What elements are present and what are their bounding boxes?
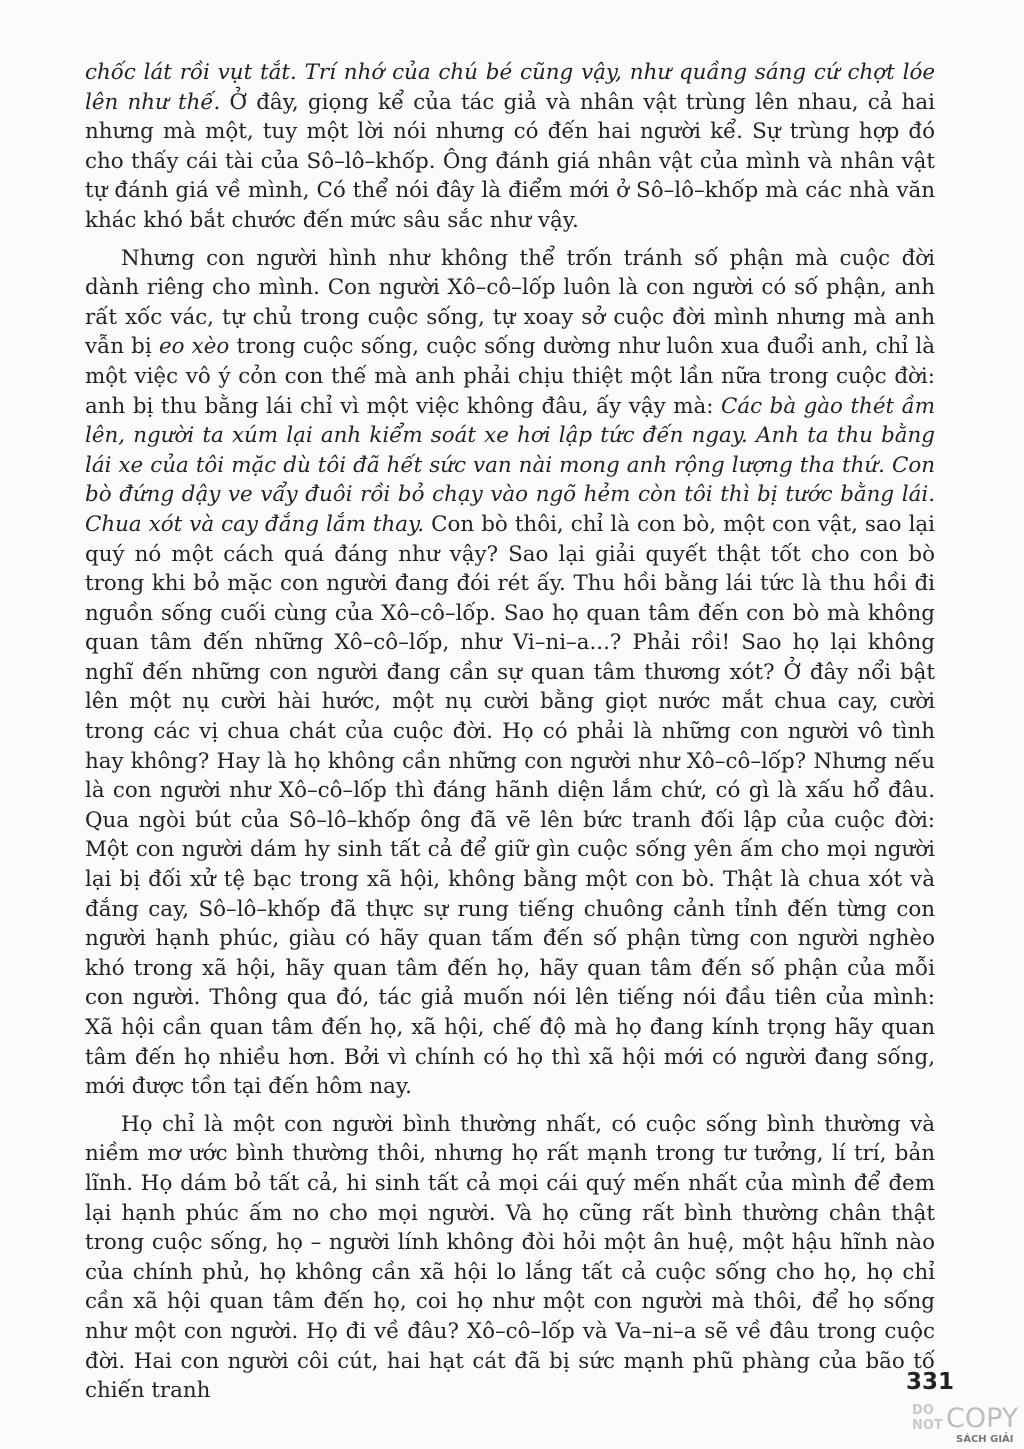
text-span: eo xèo	[158, 334, 230, 360]
watermark-copy: COPY	[946, 1403, 1019, 1434]
paragraph-1	[85, 58, 935, 236]
text-span: Ở đây, giọng kể của tác giả và nhân vật trùng lên nhau, cả hai nhưng mà một, tuy một lời nói nhưng có đến hai người kể. Sự trùng hợp đó cho thấy cái tài của Sô–lô–khốp. Ông đánh giá nhân vật của mình và nhân vật tự đánh giá về mình, Có thể nói đây là điểm mới ở Sô–lô–khốp mà các nhà văn khác khó bắt chước đến mức sâu sắc như vậy.	[85, 89, 936, 233]
watermark-do: DO	[912, 1403, 934, 1418]
text-span: Nhưng con người hình như không thể trốn tránh số phận mà cuộc đời dành riêng cho mình. Con người Xô–cô–lốp luôn là con người có số phận, anh rất xốc vác, tự chủ trong cuộc sống, tự xoay sở cuộc đời mình nhưng mà anh vẫn bị	[85, 245, 935, 360]
text-span: chốc lát rồi vụt tắt. Trí nhớ của chú bé cũng vậy, như quầng sáng cứ chợt lóe lên như thế.	[85, 60, 935, 115]
paragraph-3	[85, 1110, 935, 1406]
watermark-not: NOT	[912, 1418, 943, 1433]
text-span: Con bò thôi, chỉ là con bò, một con vật, sao lại quý nó một cách quá đáng như vậy? Sao lại giải quyết thật tốt cho con bò trong khi bỏ mặc con người đang đói rét ấy. Thu hồi bằng lái tức là thu hồi đi nguồn sống cuối cùng của Xô–cô–lốp. Sao họ quan tâm đến con bò mà không quan tâm đến những Xô–cô–lốp, như Vi–ni–a...? Phải rồi! Sao họ lại không nghĩ đến những con người đang cần sự quan tâm thương xót? Ở đây nổi bật lên một nụ cười hài hước, một nụ cười bằng giọt nước mắt chua cay, cười trong các vị chua chát của cuộc đời. Họ có phải là những con người vô tình hay không? Hay là họ không cần những con người như Xô–cô–lốp? Nhưng nếu là con người như Xô–cô–lốp thì đáng hãnh diện lắm chứ, có gì là xấu hổ đâu. Qua ngòi bút của Sô–lô–khốp ông đã vẽ lên bức tranh đối lập của cuộc đời: Một con người dám hy sinh tất cả để giữ gìn cuộc sống yên ấm cho mọi người lại bị đối xử tệ bạc trong xã hội, không bằng một con bò. Thật là chua xót và đắng cay, Sô–lô–khốp đã thực sự rung tiếng chuông cảnh tỉnh đến từng con người hạnh phúc, giàu có hãy quan tấm đến số phận từng con người nghèo khó trong xã hội, hãy quan tâm đến họ, hãy quan tâm đến số phận của mỗi con người. Thông qua đó, tác giả muốn nói lên tiếng nói đầu tiên của mình: Xã hội cần quan tâm đến họ, xã hội, chế độ mà họ đang kính trọng hãy quan tâm đến họ nhiều hơn. Bởi vì chính có họ thì xã hội mới có người đang sống, mới được tồn tại đến hôm nay.	[85, 511, 936, 1100]
paragraph-2	[85, 244, 935, 1102]
page-body	[85, 58, 935, 1406]
watermark-logo	[912, 1404, 1024, 1449]
watermark-site: SÁCH GIẢI	[956, 1434, 1014, 1445]
page-number: 331	[906, 1369, 955, 1395]
text-span: Các bà gào thét ầm lên, người ta xúm lại anh kiểm soát xe hơi lập tức đến ngay. Anh ta thu bằng lái xe của tôi mặc dù tôi đã hết sức van nài mong anh rộng lượng tha thứ. Con bò đứng dậy ve vẩy đuôi rồi bỏ chạy vào ngõ hẻm còn tôi thì bị tước bằng lái. Chua xót và cay đắng lắm thay.	[85, 393, 936, 537]
text-span: trong cuộc sống, cuộc sống dường như luôn xua đuổi anh, chỉ là một việc vô ý cỏn con thế mà anh phải chịu thiệt một lần nữa trong cuộc đời: anh bị thu bằng lái chỉ vì một việc không đâu, ấy vậy mà:	[85, 334, 936, 419]
text-span: Họ chỉ là một con người bình thường nhất, có cuộc sống bình thường và niềm mơ ước bình thường thôi, nhưng họ rất mạnh trong tư tưởng, lí trí, bản lĩnh. Họ dám bỏ tất cả, hi sinh tất cả mọi cái quý mến nhất của mình để đem lại hạnh phúc ấm no cho mọi người. Và họ cũng rất bình thường chân thật trong cuộc sống, họ – người lính không đòi hỏi một ân huệ, một hậu hĩnh nào của chính phủ, họ không cần xã hội lo lắng tất cả cuộc sống cho họ, họ chỉ cần xã hội quan tâm đến họ, coi họ như một con người mà thôi, để họ sống như một con người. Họ đi về đâu? Xô–cô–lốp và Va–ni–a sẽ về đâu trong cuộc đời. Hai con người côi cút, hai hạt cát đã bị sức mạnh phũ phàng của bão tố chiến tranh	[85, 1111, 935, 1404]
